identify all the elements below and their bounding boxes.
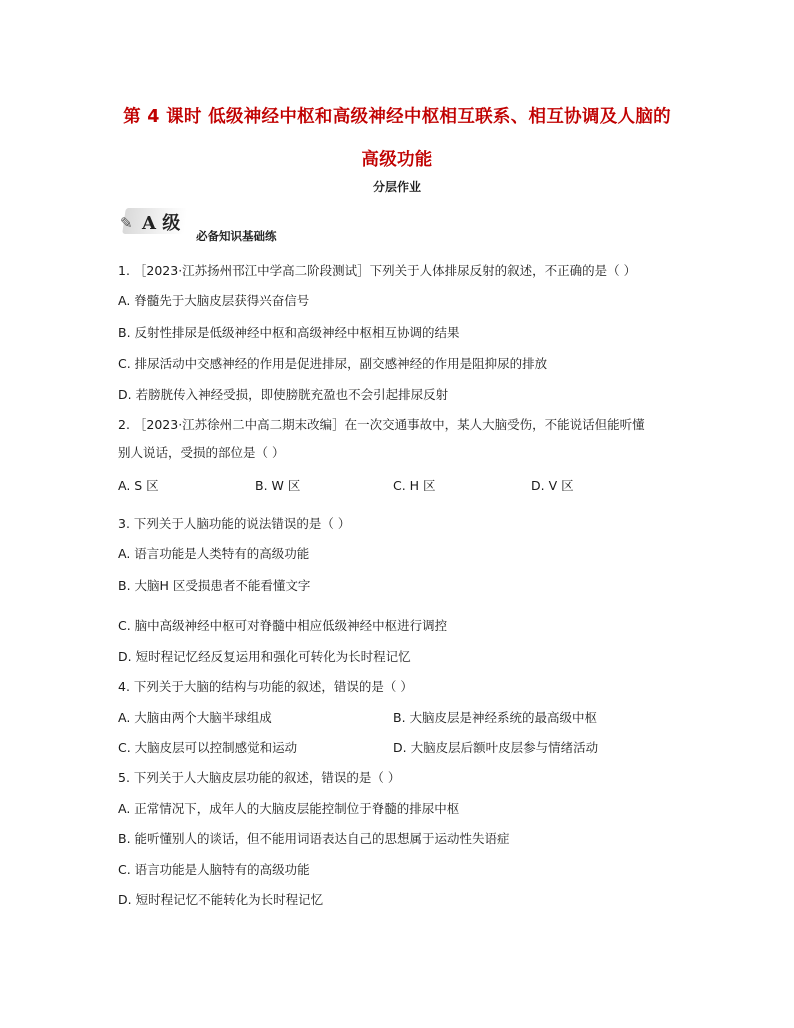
q2-option-a: A. S 区 [118, 478, 159, 493]
q2-option-b: B. W 区 [255, 478, 301, 493]
question-3-stem: 3. 下列关于人脑功能的说法错误的是（ ） [118, 516, 351, 531]
q3-option-c: C. 脑中高级神经中枢可对脊髓中相应低级神经中枢进行调控 [118, 618, 448, 633]
level-badge-label: A 级 [142, 213, 181, 234]
subtitle: 分层作业 [372, 180, 421, 194]
q4-option-c: C. 大脑皮层可以控制感觉和运动 [118, 740, 298, 755]
q2-option-d: D. V 区 [531, 478, 574, 493]
pencil-icon: ✎ [120, 214, 133, 232]
q3-option-b: B. 大脑H 区受损患者不能看懂文字 [118, 578, 311, 593]
question-5-stem: 5. 下列关于人大脑皮层功能的叙述，错误的是（ ） [118, 770, 401, 785]
q1-option-b: B. 反射性排尿是低级神经中枢和高级神经中枢相互协调的结果 [118, 325, 460, 340]
q5-option-b: B. 能听懂别人的谈话，但不能用词语表达自己的思想属于运动性失语症 [118, 831, 510, 846]
lesson-title-line-1: 第 4 课时 低级神经中枢和高级神经中枢相互联系、相互协调及人脑的 [123, 107, 671, 127]
q4-option-d: D. 大脑皮层后额叶皮层参与情绪活动 [393, 740, 599, 755]
q1-option-d: D. 若膀胱传入神经受损，即使膀胱充盈也不会引起排尿反射 [118, 387, 449, 402]
q5-option-c: C. 语言功能是人脑特有的高级功能 [118, 862, 310, 877]
q3-option-d: D. 短时程记忆经反复运用和强化可转化为长时程记忆 [118, 649, 411, 664]
q1-option-c: C. 排尿活动中交感神经的作用是促进排尿，副交感神经的作用是阻抑尿的排放 [118, 356, 548, 371]
q5-option-d: D. 短时程记忆不能转化为长时程记忆 [118, 892, 324, 907]
question-1-stem: 1. ［2023·江苏扬州邗江中学高二阶段测试］下列关于人体排尿反射的叙述，不正确的是（ ） [118, 263, 637, 278]
q2-option-c: C. H 区 [393, 478, 436, 493]
question-2-stem-line-1: 2. ［2023·江苏徐州二中高二期末改编］在一次交通事故中，某人大脑受伤，不能说话但能听懂 [118, 417, 645, 432]
q4-option-a: A. 大脑由两个大脑半球组成 [118, 710, 272, 725]
q5-option-a: A. 正常情况下，成年人的大脑皮层能控制位于脊髓的排尿中枢 [118, 801, 460, 816]
q2-options-row [118, 478, 678, 494]
q3-option-a: A. 语言功能是人类特有的高级功能 [118, 546, 310, 561]
q1-option-a: A. 脊髓先于大脑皮层获得兴奋信号 [118, 293, 310, 308]
q4-option-b: B. 大脑皮层是神经系统的最高级中枢 [393, 710, 598, 725]
question-4-stem: 4. 下列关于大脑的结构与功能的叙述，错误的是（ ） [118, 679, 413, 694]
level-badge [118, 206, 188, 236]
lesson-title-line-2: 高级功能 [361, 150, 433, 170]
question-2-stem-line-2: 别人说话，受损的部位是（ ） [118, 445, 285, 460]
section-label: 必备知识基础练 [196, 229, 277, 243]
